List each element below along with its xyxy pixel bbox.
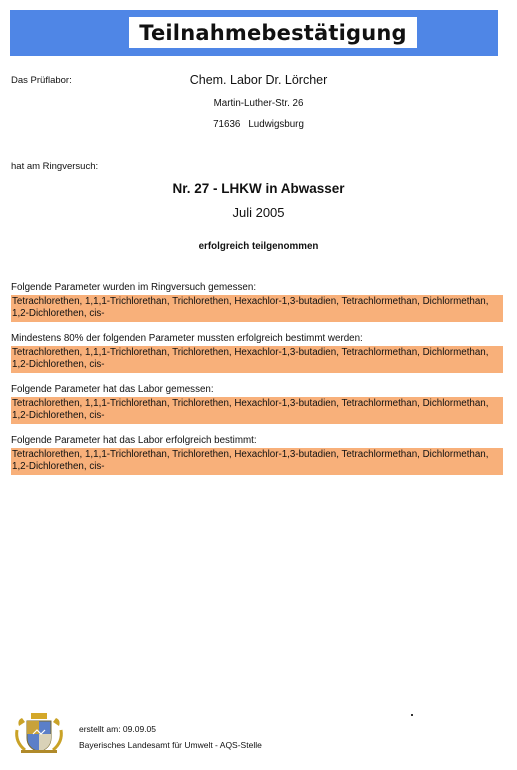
lab-label: Das Prüflabor:	[11, 75, 72, 86]
section-heading: Folgende Parameter wurden im Ringversuch gemessen:	[11, 282, 257, 293]
creation-date: erstellt am: 09.09.05	[79, 724, 157, 734]
parameter-list: Tetrachlorethen, 1,1,1-Trichlorethan, Trichlorethen, Hexachlor-1,3-butadien, Tetrachlormethan, Dichlormethan, 1,2-Dichlorethen, cis-	[11, 448, 503, 475]
lab-zip: 71636	[213, 119, 241, 130]
document-title: Teilnahmebestätigung	[129, 17, 417, 48]
header-band	[10, 10, 498, 56]
section-heading: Folgende Parameter hat das Labor gemessen:	[11, 384, 214, 395]
section-required-parameters	[11, 333, 503, 373]
lab-city	[0, 119, 517, 130]
ringversuch-date: Juli 2005	[232, 205, 285, 220]
section-heading: Mindestens 80% der folgenden Parameter mussten erfolgreich bestimmt werden:	[11, 333, 363, 344]
parameter-list: Tetrachlorethen, 1,1,1-Trichlorethan, Trichlorethen, Hexachlor-1,3-butadien, Tetrachlormethan, Dichlormethan, 1,2-Dichlorethen, cis-	[11, 346, 503, 373]
parameter-list: Tetrachlorethen, 1,1,1-Trichlorethan, Trichlorethen, Hexachlor-1,3-butadien, Tetrachlormethan, Dichlormethan, 1,2-Dichlorethen, cis-	[11, 295, 503, 322]
bavarian-coat-of-arms-icon	[13, 712, 65, 754]
section-lab-measured	[11, 384, 503, 424]
section-measured-in-ringversuch	[11, 282, 503, 322]
stray-dot	[411, 714, 413, 716]
lab-city-name: Ludwigsburg	[248, 119, 304, 130]
ringversuch-label: hat am Ringversuch:	[11, 161, 99, 172]
ringversuch-title: Nr. 27 - LHKW in Abwasser	[172, 181, 345, 196]
parameter-list: Tetrachlorethen, 1,1,1-Trichlorethan, Trichlorethen, Hexachlor-1,3-butadien, Tetrachlormethan, Dichlormethan, 1,2-Dichlorethen, cis-	[11, 397, 503, 424]
lab-name: Chem. Labor Dr. Lörcher	[189, 73, 328, 87]
section-heading: Folgende Parameter hat das Labor erfolgreich bestimmt:	[11, 435, 257, 446]
section-lab-succeeded	[11, 435, 503, 475]
lab-street: Martin-Luther-Str. 26	[213, 98, 304, 109]
ringversuch-result: erfolgreich teilgenommen	[198, 241, 319, 252]
issuing-organization: Bayerisches Landesamt für Umwelt - AQS-Stelle	[79, 740, 262, 750]
